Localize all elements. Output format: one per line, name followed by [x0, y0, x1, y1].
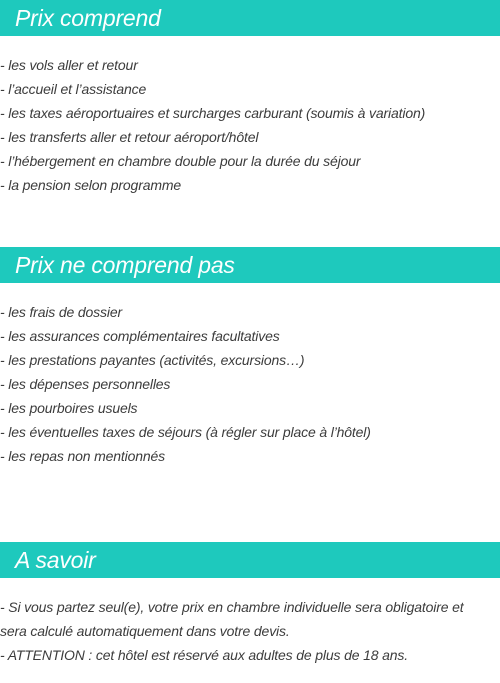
section-header [0, 0, 500, 36]
excluded-list [0, 283, 500, 468]
list-item: - les repas non mentionnés [0, 448, 165, 464]
section-title: A savoir [15, 547, 96, 573]
list-item: - l’hébergement en chambre double pour la durée du séjour [0, 153, 361, 169]
section-header [0, 542, 500, 578]
section-a-savoir [0, 542, 500, 667]
section-header [0, 247, 500, 283]
list-item: - les dépenses personnelles [0, 376, 171, 392]
list-item: - les assurances complémentaires facultatives [0, 328, 280, 344]
list-item: - les transferts aller et retour aéroport/hôtel [0, 129, 259, 145]
section-prix-comprend [0, 0, 500, 197]
section-title: Prix comprend [15, 5, 161, 31]
list-item: - les frais de dossier [0, 304, 122, 320]
list-item: - les éventuelles taxes de séjours (à régler sur place à l’hôtel) [0, 424, 371, 440]
list-item: - ATTENTION : cet hôtel est réservé aux adultes de plus de 18 ans. [0, 647, 408, 663]
notes-list [0, 578, 500, 667]
section-prix-ne-comprend-pas [0, 247, 500, 468]
list-item: - les prestations payantes (activités, excursions…) [0, 352, 305, 368]
list-item: - Si vous partez seul(e), votre prix en chambre individuelle sera obligatoire et sera calculé automatiquement dans votre devis. [0, 599, 464, 639]
list-item: - les taxes aéroportuaires et surcharges carburant (soumis à variation) [0, 105, 426, 121]
list-item: - les vols aller et retour [0, 57, 138, 73]
section-title: Prix ne comprend pas [15, 252, 235, 278]
included-list [0, 36, 500, 197]
list-item: - la pension selon programme [0, 177, 182, 193]
list-item: - les pourboires usuels [0, 400, 138, 416]
list-item: - l’accueil et l’assistance [0, 81, 147, 97]
